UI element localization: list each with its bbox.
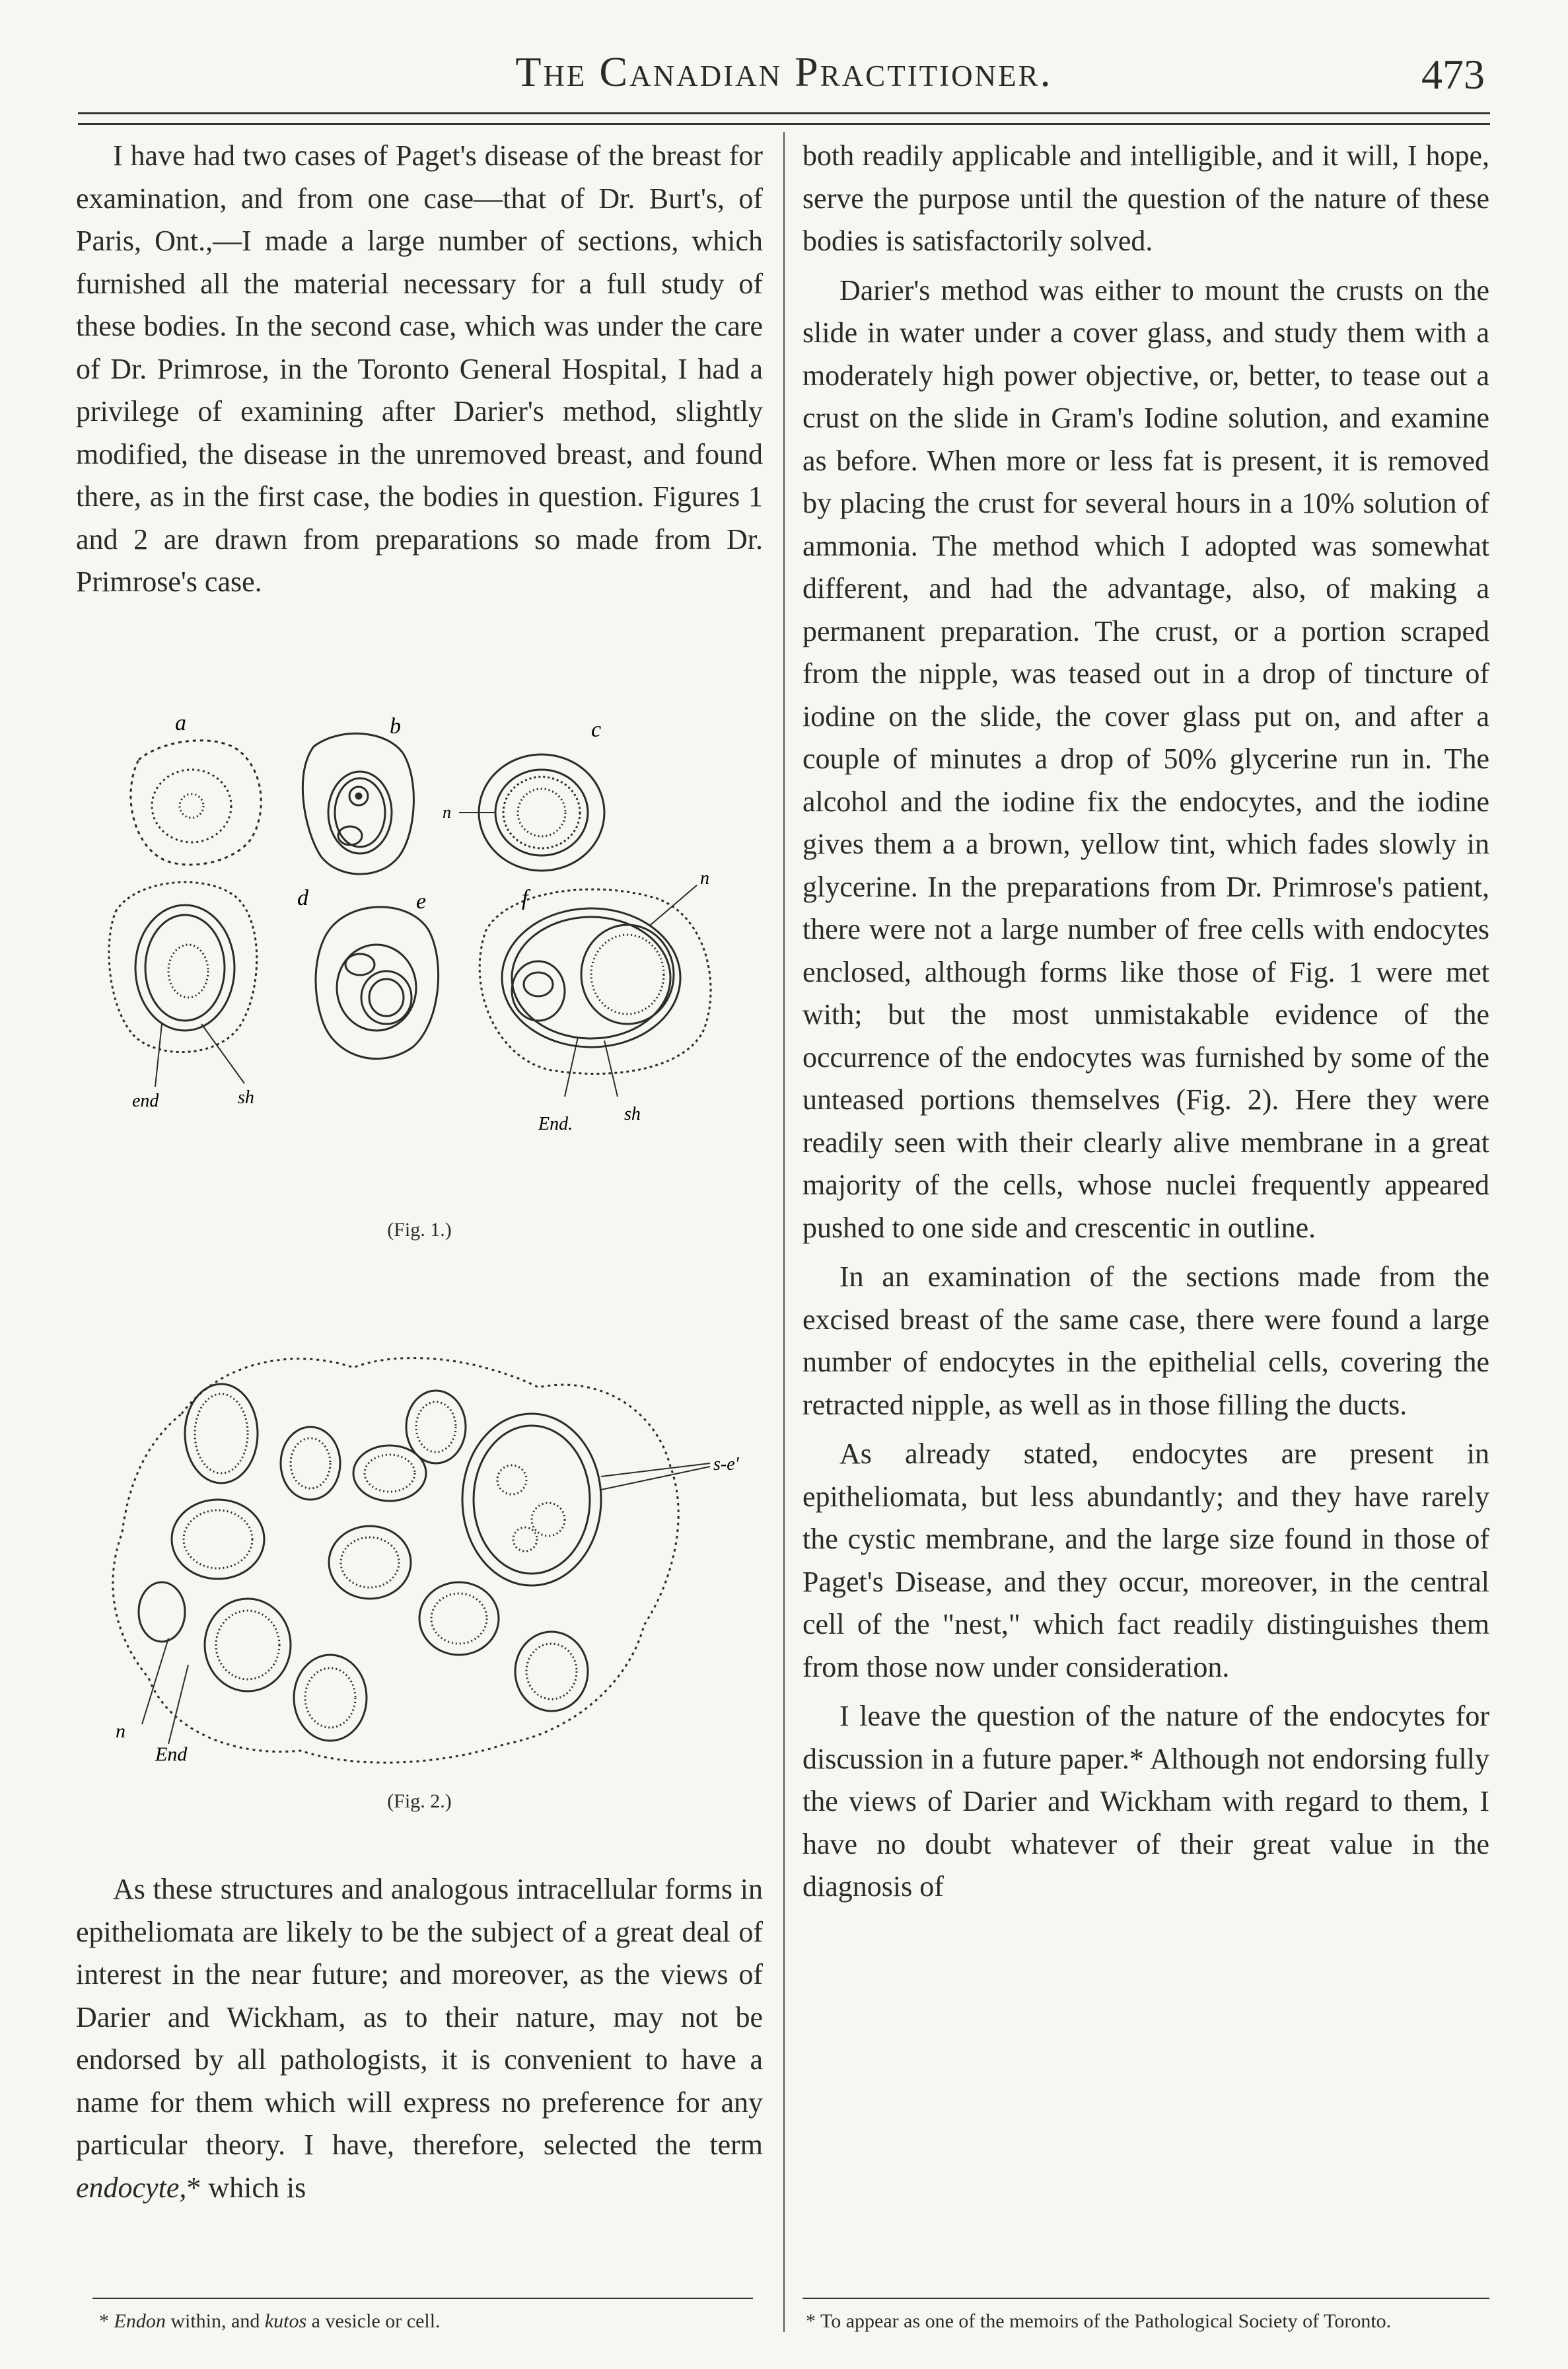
cell-b: [303, 733, 413, 874]
header-rule-top: [78, 112, 1490, 114]
cell-e: [316, 907, 439, 1059]
footnote-term-kutos: kutos: [264, 2310, 307, 2332]
figure-1-label-n-f: n: [700, 868, 709, 889]
figure-2: [76, 1334, 763, 1817]
figure-1-label-a: a: [175, 713, 186, 735]
figure-1: [76, 713, 763, 1241]
left-paragraph-1: I have had two cases of Paget's disease of the breast for examination, and from one case—that of Dr. Burt's, of Paris, Ont.,—I made a large number of sections, which furnished all the material necessary for a full study of these bodies. In the second case, which was under the care of Dr. Primrose, in the Toronto General Hospital, I had a privilege of examining after Darier's method, slightly modified, the disease in the unremoved breast, and found there, as in the first case, the bodies in question. Figures 1 and 2 are drawn from preparations so made from Dr. Primrose's case.: [76, 139, 763, 598]
right-paragraph-3: In an examination of the sections made from the excised breast of the same case, there were found a large number of endocytes in the epithelial cells, covering the retracted nipple, as well as in those filling the ducts.: [802, 1260, 1489, 1421]
figure-1-caption: (Fig. 1.): [387, 1219, 452, 1241]
running-title: The Canadian Practitioner.: [515, 48, 1053, 95]
page-header: [78, 38, 1490, 111]
figure-1-label-sh-f: sh: [624, 1104, 641, 1124]
cell-a: [131, 741, 261, 865]
term-endocyte: endocyte,: [76, 2171, 187, 2204]
figure-1-drawing: [76, 713, 763, 1189]
footnote-left-tail: a vesicle or cell.: [306, 2310, 441, 2332]
figure-1-label-sh-d: sh: [238, 1087, 254, 1108]
figure-2-drawing: [76, 1334, 763, 1784]
right-paragraph-5: I leave the question of the nature of the endocytes for discussion in a future paper.* Although not endorsing fully the views of Darier and Wickham with regard to them, I have no doubt whatever of their great value in the diagnosis of: [802, 1700, 1489, 1903]
footnote-left-mid: within, and: [165, 2310, 265, 2332]
cell-f: [480, 885, 711, 1097]
figure-1-label-c: c: [591, 717, 602, 742]
figure-2-caption: (Fig. 2.): [387, 1790, 452, 1812]
footnote-term-endon: Endon: [114, 2310, 166, 2332]
figure-2-label-n: n: [116, 1720, 125, 1742]
left-column-bottom: [76, 1868, 763, 2209]
figure-1-label-end-d: end: [132, 1091, 159, 1111]
footnote-left: [99, 2308, 753, 2335]
right-paragraph-1: both readily applicable and intelligible, and it will, I hope, serve the purpose until the question of the nature of these bodies is satisfactorily solved.: [802, 139, 1489, 257]
footnote-rule-left: [92, 2298, 753, 2299]
figure-2-label-se: s-e': [713, 1454, 739, 1475]
figure-1-label-n-c: n: [443, 803, 451, 822]
left-paragraph-2: [76, 1868, 763, 2209]
figure-1-label-f: f: [522, 886, 528, 910]
right-paragraph-4: As already stated, endocytes are present in epitheliomata, but less abundantly; and they have rarely the cystic membrane, and the large size found in those of Paget's Disease, and they occur, moreover, in the central cell of the "nest," which fact readily distinguishes them from those now under consideration.: [802, 1438, 1489, 1683]
footnote-rule-right: [802, 2298, 1489, 2299]
figure-1-label-end-f: End.: [538, 1114, 573, 1134]
figure-1-label-e: e: [416, 889, 427, 914]
figure-1-label-b: b: [390, 714, 401, 739]
column-divider: [783, 132, 785, 2332]
left-paragraph-2-text: As these structures and analogous intracellular forms in epitheliomata are likely to be the subject of a great deal of interest in the near future; and moreover, as the views of Darier and Wickham, as to their nature, may not be endorsed by all pathologists, it is convenient to have a name for them which will express no preference for any particular theory. I have, therefore, selected the term: [76, 1873, 763, 2161]
header-rule-bottom: [78, 123, 1490, 125]
page-number: 473: [1421, 51, 1485, 98]
right-paragraph-2: Darier's method was either to mount the crusts on the slide in water under a cover glass, and study them with a moderately high power objective, or, better, to tease out a crust on the slide in Gram's Iodine solution, and examine as before. When more or less fat is present, it is removed by placing the crust for several hours in a 10% solution of ammonia. The method which I adopted was somewhat different, and had the advantage, also, of making a permanent preparation. The crust, or a portion scraped from the nipple, was teased out in a drop of tincture of iodine on the slide, the cover glass put on, and after a couple of minutes a drop of 50% glycerine run in. The alcohol and the iodine fix the endocytes, and the iodine gives them a a brown, yellow tint, which fades slowly in glycerine. In the preparations from Dr. Primrose's patient, there were not a large number of free cells with endocytes enclosed, although forms like those of Fig. 1 were met with; but the most unmistakable evidence of the occurrence of the endocytes was furnished by some of the unteased portions themselves (Fig. 2). Here they were readily seen with their clearly alive membrane in a great majority of the cells, whose nuclei frequently appeared pushed to one side and crescentic in outline.: [802, 273, 1489, 1244]
footnote-right: * To appear as one of the memoirs of the Pathological Society of Toronto.: [806, 2310, 1392, 2332]
footnote-left-marker: *: [99, 2310, 114, 2332]
cell-c: [459, 754, 604, 871]
figure-1-label-d: d: [297, 886, 308, 910]
left-paragraph-2-tail: * which is: [186, 2171, 306, 2204]
cell-d: [109, 882, 257, 1087]
left-column-top: [76, 135, 763, 604]
figure-2-label-end: End: [155, 1743, 188, 1765]
right-column: [802, 135, 1489, 1909]
